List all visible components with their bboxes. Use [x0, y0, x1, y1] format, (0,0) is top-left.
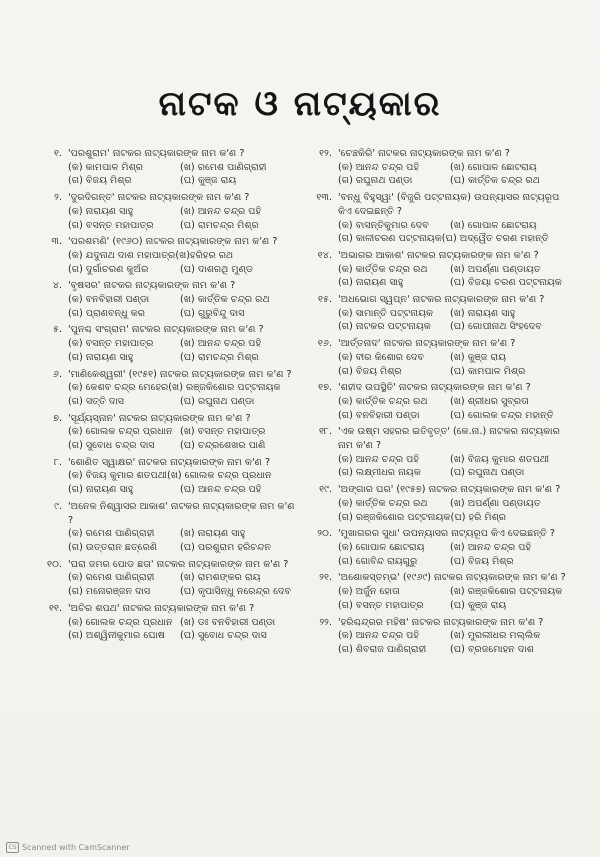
option-d: (ଘ) ରାମଚନ୍ଦ୍ର ମିଶ୍ର: [180, 219, 259, 231]
option-d: (ଘ) ଚନ୍ଦ୍ରଶେଖର ପାଣି: [180, 440, 266, 452]
scanner-text: Scanned with CamScanner: [22, 843, 130, 852]
option-c: (ଗ) ନାଟକର ପଟ୍ଟନାୟକ: [338, 321, 431, 333]
option-a: (କ) ରମେଶ ପାଣିଗ୍ରାହୀ: [68, 528, 155, 540]
option-d: (ଘ) ପରଶୁରାମ ହରିଚନ୍ଦନ: [180, 541, 271, 553]
option-a: (କ) ବିଜୟ କୁମାର ଶତପଥୀ(ଖ) ଗୋଲକ ଚନ୍ଦ୍ର ପ୍ରଧାନ: [68, 470, 272, 482]
option-b: (ଖ) ରମେଶ ପାଣିଗ୍ରାହୀ: [180, 161, 267, 173]
question-text: 'ଚେଞ୍ଚକିରି' ନାଟକର ନାଟ୍ୟକାରଙ୍କ ନାମ କ'ଣ ?: [338, 148, 510, 159]
question-item: [300, 483, 568, 524]
question-item: [300, 425, 568, 480]
option-c: (ଗ) ଦୁର୍ଗାଚରଣ କୁଅଁର: [68, 263, 149, 275]
question-text: 'ଘରା ଜମର ପୋଡ ଛତା' ନାଟକର ନାଟ୍ୟକାରଙ୍କ ନାମ କ'ଣ ?: [68, 558, 289, 570]
question-number: ୧୯.: [319, 484, 332, 496]
option-d: (ଘ) ଗୋଲକ ଚନ୍ଦ୍ର ମହାନ୍ତି: [450, 409, 554, 421]
question-item: [300, 147, 568, 188]
option-a: (କ) ବସନ୍ତ ମହାପାତ୍ର: [68, 338, 154, 350]
option-a: (କ) ଯଦୁନାଥ ଦାଶ ମହାପାତ୍ର(ଖ)ହରିହର ରଥ: [68, 249, 234, 261]
question-text: 'ଶହୀଦ ଉପସ୍ଥିତି' ନାଟକର ନାଟ୍ୟକାରଙ୍କ ନାମ କ'ଣ ?: [338, 382, 531, 394]
option-b: (ଖ) ମୁରଲୀଧର ମଲ୍ଲିକ: [450, 630, 541, 642]
option-b: (ଖ) କୁଞ୍ଜ ରାୟ: [450, 351, 507, 363]
option-c: (ଗ) ବିଜୟ ମିଶ୍ର: [338, 365, 402, 377]
option-d: (ଘ) କୃପାସିନ୍ଧୁ ନରେନ୍ଦ୍ର ଦେବ: [180, 586, 292, 598]
option-a: (କ) ବନବିହାରୀ ପଣ୍ଡା: [68, 294, 150, 306]
option-c: (ଗ) ଲକ୍ଷ୍ମୀଧର ନାୟକ: [338, 467, 421, 479]
option-a: (କ) ଗୋପାଳ ଛୋଟରାୟ: [338, 541, 425, 553]
question-item: [30, 500, 298, 555]
question-number: ୧୪.: [317, 249, 332, 261]
question-number: ୬.: [52, 368, 62, 380]
option-d: (ଘ) ଦାଶରଥି ମୁଣ୍ଡ: [180, 263, 253, 275]
option-d: [453, 511, 568, 525]
option-c: (ଗ) ନାରାୟଣ ସାହୁ: [68, 351, 134, 363]
option-c: (ଗ) ନାରାୟଣ ସାହୁ: [338, 277, 404, 289]
question-number: ୧୦.: [47, 558, 62, 570]
option-b: (ଖ) ଗୋପାଳ ଛୋଟରାୟ: [450, 161, 537, 173]
option-d: (ଘ) ସୁବୋଧ ଚନ୍ଦ୍ର ଦାସ: [180, 630, 267, 642]
question-item: [300, 191, 568, 246]
option-a: (କ) ଆନନ୍ଦ ଚନ୍ଦ୍ର ପହି: [338, 630, 419, 642]
question-number: ୧୧.: [48, 602, 62, 614]
question-text: 'ଦୁରଦିଗନ୍ତ' ନାଟକର ନାଟ୍ୟକାରଙ୍କ ନାମ କ'ଣ ?: [68, 192, 250, 204]
option-b: (ଖ) ଆନନ୍ଦ ଚନ୍ଦ୍ର ପହି: [180, 205, 262, 217]
option-b: (ଖ) କାର୍ତ୍ତିକ ଚନ୍ଦ୍ର ରଥ: [180, 294, 270, 306]
question-text: 'ମାଣିକେଶ୍ୱରୀ' (୧୯୫୧) ନାଟକର ନାଟ୍ୟକାରଙ୍କ ନାମ କ'ଣ ?: [68, 368, 292, 380]
question-item: [30, 235, 298, 276]
option-d: (ଘ) ବିଜୟ ମିଶ୍ର: [450, 555, 514, 567]
question-number: ୨୨.: [319, 616, 332, 628]
option-c: (ଗ) ରଘୁନାଥ ପଣ୍ଡା: [338, 175, 413, 187]
option-a: (କ) ଆନନ୍ଦ ଚନ୍ଦ୍ର ପହି: [338, 453, 419, 465]
option-d: (ଘ) ରାମଚନ୍ଦ୍ର ମିଶ୍ର: [180, 351, 259, 363]
option-a: (କ) ନାରାୟଣ ସାହୁ: [68, 205, 134, 217]
question-item: [300, 571, 568, 612]
question-text: 'ଅଧଭୋଗ ସ୍ୱପ୍ନ' ନାଟକର ନାଟ୍ୟକାରଙ୍କ ନାମ କ'ଣ ?: [338, 294, 545, 306]
option-c: (ଗ) ସତ୍ତି ଦାସ: [68, 395, 124, 407]
question-number: ୧୬.: [317, 338, 332, 350]
question-text: 'ଶୋଣିତ ସ୍ୱାକ୍ଷର' ନାଟକର ନାଟ୍ୟକାରଙ୍କ ନାମ କ'ଣ ?: [68, 456, 271, 468]
question-number: ୮.: [53, 456, 62, 468]
option-a: (କ) ବାସନ୍ତିକୁମାର ଦେବ: [338, 219, 429, 231]
option-d: (ଘ) ଆନନ୍ଦ ଚନ୍ଦ୍ର ପହି: [180, 484, 262, 496]
question-number: ୩.: [51, 236, 62, 248]
option-a: (କ) ବୀର କିଶୋର ଦେବ: [338, 351, 425, 363]
question-text: 'ପରଶମଣି' (୧୯୬୦) ନାଟକର ନାଟ୍ୟକାରଙ୍କ ନାମ କ'ଣ ?: [68, 236, 278, 248]
option-d: (ଘ) କୁଞ୍ଜ ରାୟ: [450, 599, 507, 611]
option-a: (କ) କେଶବ ଚନ୍ଦ୍ର ମେହେର(ଖ) ରଞ୍ଜକିଶୋର ପଟ୍ଟନାୟକ: [68, 382, 281, 394]
question-item: [300, 337, 568, 378]
camscanner-logo-icon: CS: [6, 842, 19, 853]
question-item: [300, 616, 568, 657]
question-text: 'ବୃଷସର' ନାଟକର ନାଟ୍ୟକାରଙ୍କ ନାମ କ'ଣ ?: [68, 280, 236, 292]
option-c: (ଗ) କାଳୀଚରଣ ପଟ୍ଟନାୟକ(ଘ) ଅଦ୍ୱୈତ ଚରଣ ମହାନ୍ତି: [338, 233, 549, 245]
question-item: [30, 368, 298, 409]
question-item: [30, 147, 298, 188]
question-text: 'ପରଶୁରାମ' ନାଟକର ନାଟ୍ୟକାରଙ୍କ ନାମ କ'ଣ ?: [68, 148, 245, 159]
option-a: (କ) ଗୋଲକ ଚନ୍ଦ୍ର ପ୍ରଧାନ: [68, 616, 173, 628]
question-number: ୧୫.: [317, 294, 332, 306]
option-c: (ଗ) ବିଜୟ ମିଶ୍ର: [68, 175, 132, 187]
question-item: [300, 249, 568, 290]
question-item: [30, 191, 298, 232]
option-c: (ଗ) ବନବିହାରୀ ପଣ୍ଡା: [338, 409, 420, 421]
option-c: (ଗ) ଶିବରାଜ ପାଣିଗ୍ରାହୀ: [338, 643, 427, 655]
question-item: [300, 293, 568, 334]
left-column: [30, 147, 298, 646]
option-c: (ଗ) ରଞ୍ଜକିଶୋର ପଟ୍ଟନାୟକ(ଘ) ହରି ମିଶ୍ର: [338, 511, 506, 523]
question-number: ୨୧.: [319, 572, 332, 584]
option-d: (ଘ) କାମପାଳ ମିଶ୍ର: [450, 365, 526, 377]
option-b: [183, 469, 298, 483]
question-item: [300, 381, 568, 422]
question-number: ୫.: [52, 324, 62, 336]
option-b: (ଖ) ଗୋପାଳ ଛୋଟରାୟ: [450, 219, 537, 231]
question-item: [30, 602, 298, 643]
option-c: (ଗ) ପ୍ରାଣବନ୍ଧୁ କର: [68, 307, 146, 319]
option-a: (କ) ଗୋଲକ ଚନ୍ଦ୍ର ପ୍ରଧାନ: [68, 426, 173, 438]
question-item: [30, 412, 298, 453]
question-item: [30, 323, 298, 364]
question-text: 'ଅଶୋକସ୍ତମ୍ଭ' (୧୯୬୯) ନାଟକର ନାଟ୍ୟକାରଙ୍କ ନାମ କ'ଣ ?: [338, 572, 566, 584]
question-number: ୨୦.: [317, 528, 332, 540]
option-b: (ଖ) ଆନନ୍ଦ ଚନ୍ଦ୍ର ପହି: [180, 338, 262, 350]
option-b: (ଖ) ନାରାୟଣ ସାହୁ: [450, 307, 516, 319]
question-item: [30, 558, 298, 599]
option-d: [453, 232, 568, 246]
option-d: (ଘ) ରଘୁନାଥ ପଣ୍ଡା: [180, 395, 255, 407]
option-b: (ଖ) ଶ୍ରୀଧର ସୁବ୍ରତା: [450, 395, 529, 407]
option-d: (ଘ) ରଘୁନାଥ ପଣ୍ଡା: [450, 467, 525, 479]
option-a: (କ) ରମେଶ ପାଣିଗ୍ରାହୀ: [68, 572, 155, 584]
option-c: (ଗ) ସୁବୋଧ ଚନ୍ଦ୍ର ଦାସ: [68, 440, 155, 452]
question-number: ୧୮.: [318, 426, 332, 438]
option-c: (ଗ) ନାରାୟଣ ସାହୁ: [68, 484, 134, 496]
option-b: (ଖ) ରଞ୍ଜକିଶୋର ପଟ୍ଟନାୟକ: [450, 586, 563, 598]
question-item: [300, 527, 568, 568]
option-c: (ଗ) ଉତ୍ତରାନ ଛତ୍ରେଣି: [68, 541, 158, 553]
page-title: ନାଟକ ଓ ନାଟ୍ୟକାର: [158, 84, 442, 124]
question-text: 'ଅଚିର ଶପଥ' ନାଟକର ନାଟ୍ୟକାରଙ୍କ ନାମ କ'ଣ ?: [68, 602, 255, 614]
option-b: (ଖ) ଅପର୍ଣ୍ଣା ପଣ୍ଡାୟତ: [450, 497, 541, 509]
right-column: [300, 147, 568, 660]
option-a: (କ) କାର୍ତ୍ତିକ ଚନ୍ଦ୍ର ରଥ: [338, 395, 428, 407]
option-a: (କ) ଆନନ୍ଦ ଚନ୍ଦ୍ର ପହି: [338, 161, 419, 173]
question-number: ୧୨.: [319, 148, 332, 159]
question-text: 'ଅନେକ ନିଶ୍ୱାସର ଆକାଶ' ନାଟକର ନାଟ୍ୟକାରଙ୍କ ନାମ କ'ଣ ?: [68, 500, 295, 526]
question-number: ୧୭.: [318, 382, 332, 394]
question-text: 'ଅଭାଗର ଆକାଶ' ନାଟକର ନାଟ୍ୟକାରଙ୍କ ନାମ କ'ଣ ?: [338, 249, 539, 261]
option-b: (ଖ) ରାମଶଙ୍କର ରାୟ: [180, 572, 261, 584]
option-a: (କ) କାର୍ତ୍ତିକ ଚନ୍ଦ୍ର ରଥ: [338, 263, 428, 275]
option-b: (ଖ) ଆନନ୍ଦ ଚନ୍ଦ୍ର ପହି: [450, 541, 532, 553]
question-text: 'ପୁନଶ୍ଚ ସଂଗ୍ରାମ' ନାଟକର ନାଟ୍ୟକାରଙ୍କ ନାମ କ'ଣ ?: [68, 324, 264, 336]
option-c: (ଗ) ମନୋରଞ୍ଜନ ଦାସ: [68, 586, 151, 598]
option-a: (କ) କାମପାଳ ମିଶ୍ର: [68, 161, 144, 173]
question-text: 'ହରିଶ୍ଚନ୍ଦ୍ରର ମହିଷ' ନାଟକର ନାଟ୍ୟକାରଙ୍କ ନାମ କ'ଣ ?: [338, 616, 544, 628]
option-d: (ଘ) ଗୁରୁବିନ୍ଦୁ ଦାସ: [180, 307, 245, 319]
option-d: (ଘ) କୁଞ୍ଜ ରାୟ: [180, 175, 237, 187]
option-c: (ଗ) ବସନ୍ତ ମହାପାତ୍ର: [338, 599, 424, 611]
option-d: (ଘ) ଗୋପୀନାଥ ସିଂହଦେବ: [450, 321, 542, 333]
option-d: (ଘ) ବ୍ରଜମୋହନ ଦାଶ: [450, 643, 534, 655]
question-item: [30, 279, 298, 320]
option-b: [183, 249, 298, 263]
option-d: (ଘ) କାର୍ତ୍ତିକ ଚନ୍ଦ୍ର ରଥ: [450, 175, 540, 187]
option-b: (ଖ) ନାରାୟଣ ସାହୁ: [180, 528, 246, 540]
question-text: 'ସୂର୍ଯ୍ୟସ୍ନାନ' ନାଟକର ନାଟ୍ୟକାରଙ୍କ ନାମ କ'ଣ ?: [68, 412, 251, 424]
option-c: (ଗ) ଅଶ୍ୱିନୀକୁମାର ଘୋଷ: [68, 630, 165, 642]
question-text: 'ବନ୍ଧୁ ବିହୁସ୍ୱା' (ବିଜୁରି ପଟ୍ଟନାୟକ) ଉପନ୍ୟାସର ନାଟ୍ୟରୂପ କିଏ ଦେଇଛନ୍ତି ?: [338, 192, 560, 217]
option-b: (ଖ) ବସନ୍ତ ମହାପାତ୍ର: [180, 426, 266, 438]
option-b: [183, 381, 298, 395]
option-b: (ଖ) ବିଜୟ କୁମାର ଶତପଥୀ: [450, 453, 550, 465]
question-number: ୧.: [53, 148, 62, 159]
option-a: (କ) କାର୍ତ୍ତିକ ଚନ୍ଦ୍ର ରଥ: [338, 497, 428, 509]
option-a: (କ) ସାମାନ୍ତି ପଟ୍ଟନାୟକ: [338, 307, 434, 319]
question-text: 'ଅଙ୍ଗାର ଘର' (୧୯୫୭) ନାଟକର ନାଟ୍ୟକାରଙ୍କ ନାମ କ'ଣ ?: [338, 484, 561, 496]
option-c: (ଗ) ବସନ୍ତ ମହାପାତ୍ର: [68, 219, 154, 231]
option-c: (ଗ) ଗୋବିନ୍ଦ ରାୟଗୁରୁ: [338, 555, 418, 567]
option-d: (ଘ) ବିଜୟା ଚରଣ ପଟ୍ଟନାୟକ: [450, 277, 562, 289]
question-text: 'ମୁଖାଗରର ସୁଧା' ଉପନ୍ୟାସର ନାଟ୍ୟରୂପ କିଏ ଦେଇଛନ୍ତି ?: [338, 528, 555, 540]
scanner-watermark: [6, 842, 130, 853]
question-number: ୧୩.: [316, 192, 332, 204]
option-b: (ଖ) ଅପର୍ଣ୍ଣା ପଣ୍ଡାୟତ: [450, 263, 541, 275]
question-item: [30, 456, 298, 497]
question-text: 'ଆର୍ତ୍ତନାଦ' ନାଟକର ନାଟ୍ୟକାରଙ୍କ ନାମ କ'ଣ ?: [338, 338, 516, 350]
option-a: (କ) ଅର୍ଜୁନ ହୋତା: [338, 586, 400, 598]
option-b: (ଖ) ଡଃ ବନବିହାରୀ ପଣ୍ଡା: [180, 616, 276, 628]
question-text: 'ଏକ ଉଷ୍ମ ସହରର ଇତିବୃତ୍ତ' (କେ.ନା.) ନାଟକର ନାଟ୍ୟକାର ନାମ କ'ଣ ?: [338, 426, 560, 452]
question-number: ୯.: [54, 500, 62, 512]
question-number: ୨.: [54, 192, 62, 204]
question-number: ୪.: [52, 280, 62, 292]
question-number: ୭.: [53, 412, 62, 424]
